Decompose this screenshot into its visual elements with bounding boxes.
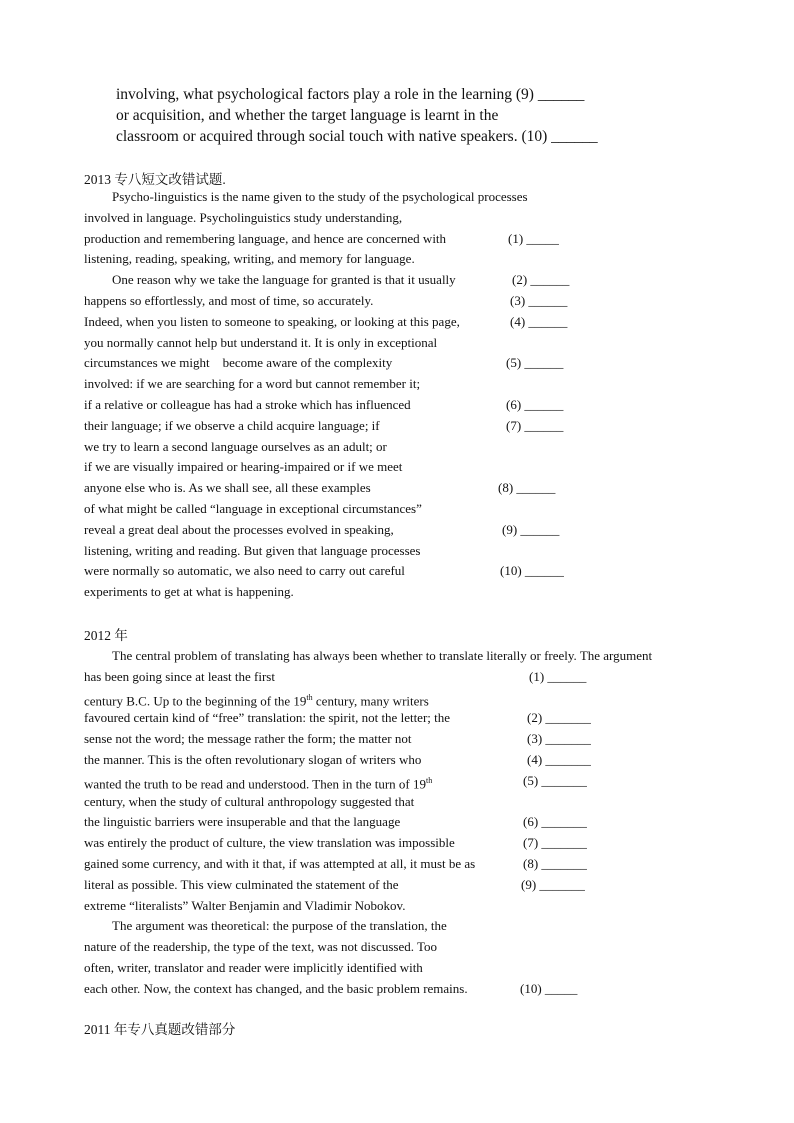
line-text: listening, writing and reading. But given that language processes	[84, 542, 421, 558]
answer-blank: (2) _______	[527, 710, 591, 726]
answer-blank: (7) _______	[523, 835, 587, 851]
passage-line	[84, 771, 724, 792]
line-text: experiments to get at what is happening.	[84, 584, 294, 600]
passage-line	[84, 729, 724, 750]
answer-blank: (5) ______	[506, 355, 564, 371]
passage-line	[84, 708, 724, 729]
answer-blank: (3) ______	[510, 292, 568, 308]
line-text: the manner. This is the often revolutionary slogan of writers who	[84, 751, 422, 767]
line-text: involved in language. Psycholinguistics study understanding,	[84, 209, 403, 225]
passage-line	[84, 979, 724, 1000]
passage-line	[84, 333, 724, 354]
answer-blank: (7) ______	[506, 417, 564, 433]
answer-blank: (2) ______	[512, 272, 570, 288]
passage-line	[84, 896, 724, 917]
answer-blank: (3) _______	[527, 731, 591, 747]
line-text: were normally so automatic, we also need to carry out careful	[84, 563, 405, 579]
passage-line	[84, 395, 724, 416]
passage-line	[84, 688, 724, 709]
line-text: the linguistic barriers were insuperable and that the language	[84, 814, 401, 830]
line-text: anyone else who is. As we shall see, all these examples	[84, 480, 371, 496]
answer-blank: (10) ______	[500, 563, 564, 579]
passage-line	[84, 437, 724, 458]
line-text: One reason why we take the language for granted is that it usually	[112, 272, 456, 288]
line-text: The central problem of translating has always been whether to translate literally or freely. The argument	[112, 648, 653, 663]
passage-line	[84, 478, 724, 499]
passage-line	[84, 416, 724, 437]
line-text: circumstances we might become aware of the complexity	[84, 355, 393, 371]
line-text: involved: if we are searching for a word but cannot remember it;	[84, 376, 421, 392]
answer-blank: (9) _______	[521, 876, 585, 892]
line-text: gained some currency, and with it that, if was attempted at all, it must be as	[84, 855, 476, 871]
line-text: of what might be called “language in exceptional circumstances”	[84, 500, 422, 516]
line-text: you normally cannot help but understand it. It is only in exceptional	[84, 334, 438, 350]
line-text: each other. Now, the context has changed, and the basic problem remains.	[84, 980, 468, 996]
passage-line	[84, 792, 724, 813]
passage-line	[84, 208, 724, 229]
answer-blank: (6) ______	[506, 396, 564, 412]
passage-line	[84, 270, 724, 291]
passage-line	[84, 457, 724, 478]
passage-line	[84, 229, 724, 250]
intro-line: or acquisition, and whether the target language is learnt in the	[116, 107, 499, 124]
passage-line	[84, 541, 724, 562]
line-text: often, writer, translator and reader were implicitly identified with	[84, 959, 423, 975]
passage-line	[84, 937, 724, 958]
line-text: extreme “literalists” Walter Benjamin and Vladimir Nobokov.	[84, 897, 406, 913]
line-text: we try to learn a second language ourselves as an adult; or	[84, 438, 387, 454]
line-text: literal as possible. This view culminated the statement of the	[84, 876, 399, 892]
passage-line	[84, 667, 724, 688]
passage-line	[84, 958, 724, 979]
passage-line	[84, 291, 724, 312]
passage-line	[84, 646, 724, 667]
answer-blank: (10) _____	[520, 980, 578, 996]
line-text: production and remembering language, and hence are concerned with	[84, 230, 447, 246]
line-text: Psycho-linguistics is the name given to the study of the psychological processes	[112, 189, 528, 204]
line-text: their language; if we observe a child acquire language; if	[84, 417, 380, 433]
answer-blank: (5) _______	[523, 772, 587, 788]
line-text: favoured certain kind of “free” translation: the spirit, not the letter; the	[84, 710, 451, 726]
answer-blank: (4) _______	[527, 751, 591, 767]
passage-line	[84, 875, 724, 896]
line-text: century B.C. Up to the beginning of the 19th century, many writers	[84, 692, 429, 708]
intro-line: involving, what psychological factors play a role in the learning (9) ______	[116, 86, 585, 103]
answer-blank: (1) ______	[529, 668, 587, 684]
passage-line	[84, 561, 724, 582]
passage-line	[84, 520, 724, 541]
passage-line	[84, 499, 724, 520]
line-text: if we are visually impaired or hearing-impaired or if we meet	[84, 459, 403, 475]
line-text: was entirely the product of culture, the view translation was impossible	[84, 835, 455, 851]
passage-line	[84, 312, 724, 333]
line-text: reveal a great deal about the processes evolved in speaking,	[84, 521, 394, 537]
passage-2013	[84, 187, 724, 603]
section-heading-2011: 2011 年专八真题改错部分	[84, 1022, 236, 1037]
line-text: listening, reading, speaking, writing, and memory for language.	[84, 251, 415, 267]
line-text: sense not the word; the message rather the form; the matter not	[84, 731, 412, 747]
line-text: happens so effortlessly, and most of time, so accurately.	[84, 292, 374, 308]
line-text: Indeed, when you listen to someone to speaking, or looking at this page,	[84, 313, 460, 329]
line-text: wanted the truth to be read and understood. Then in the turn of 19th	[84, 775, 433, 792]
passage-line	[84, 750, 724, 771]
answer-blank: (8) _______	[523, 855, 587, 871]
intro-passage	[116, 84, 598, 147]
answer-blank: (4) ______	[510, 313, 568, 329]
passage-line	[84, 812, 724, 833]
passage-line	[84, 249, 724, 270]
passage-line	[84, 854, 724, 875]
line-text: century, when the study of cultural anthropology suggested that	[84, 793, 415, 809]
section-heading-2013: 2013 专八短文改错试题.	[84, 172, 226, 187]
passage-2012	[84, 646, 724, 1000]
passage-line	[84, 833, 724, 854]
line-text: nature of the readership, the type of the text, was not discussed. Too	[84, 939, 438, 955]
answer-blank: (8) ______	[498, 480, 556, 496]
passage-line	[84, 187, 724, 208]
answer-blank: (9) ______	[502, 521, 560, 537]
passage-line	[84, 582, 724, 603]
section-heading-2012: 2012 年	[84, 628, 128, 643]
intro-line: classroom or acquired through social touch with native speakers. (10) ______	[116, 128, 598, 145]
answer-blank: (6) _______	[523, 814, 587, 830]
line-text: if a relative or colleague has had a stroke which has influenced	[84, 396, 411, 412]
line-text: The argument was theoretical: the purpose of the translation, the	[112, 918, 447, 934]
passage-line	[84, 916, 724, 937]
passage-line	[84, 374, 724, 395]
passage-line	[84, 353, 724, 374]
line-text: has been going since at least the first	[84, 668, 275, 684]
answer-blank: (1) _____	[508, 230, 559, 246]
